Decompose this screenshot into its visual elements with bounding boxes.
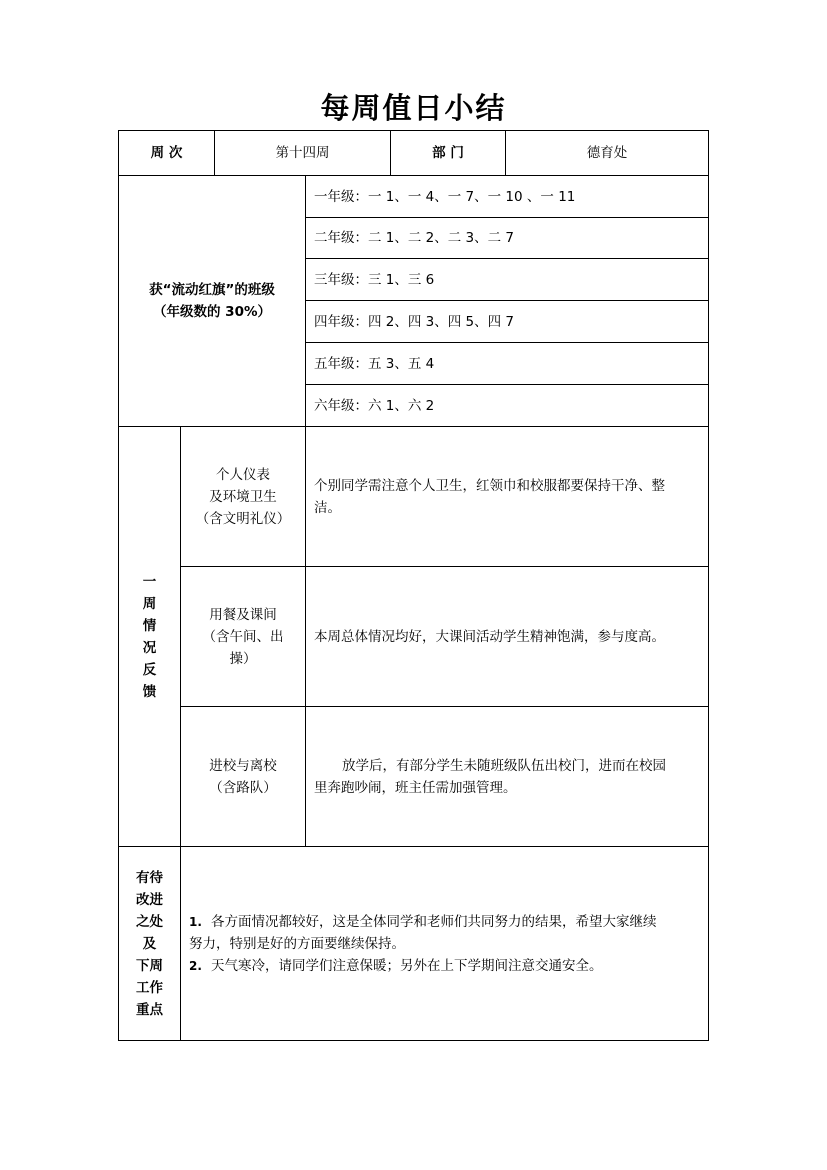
content-line: 洁。 bbox=[314, 499, 341, 516]
content-line: 里奔跑吵闹，班主任需加强管理。 bbox=[314, 779, 517, 796]
feedback-content bbox=[306, 427, 708, 566]
category-line: 及环境卫生 bbox=[209, 488, 277, 505]
red-flag-label-line: 获“流动红旗”的班级 bbox=[149, 282, 275, 298]
grade-row: 一年级：一 1、一 4、一 7、一 10 、一 11 bbox=[314, 188, 576, 205]
category-line: （含午间、出 bbox=[202, 628, 284, 645]
feedback-label bbox=[119, 427, 180, 846]
category-line: （含路队） bbox=[209, 779, 277, 796]
summary-table bbox=[118, 130, 709, 1041]
plan-point-text: 天气寒冷，请同学们注意保暖；另外在上下学期间注意交通安全。 bbox=[211, 957, 603, 974]
page-title: 每周值日小结 bbox=[320, 91, 507, 125]
grade-row: 六年级：六 1、六 2 bbox=[314, 397, 435, 414]
improve-label-line: 重点 bbox=[136, 1001, 163, 1018]
grade-row: 二年级：二 1、二 2、二 3、二 7 bbox=[314, 230, 515, 246]
feedback-content bbox=[306, 567, 708, 706]
improve-label-line: 之处 bbox=[136, 913, 163, 930]
improve-label-line: 工作 bbox=[136, 979, 163, 996]
red-flag-label-line: （年级数的 30%） bbox=[152, 304, 271, 320]
content-line: 个别同学需注意个人卫生，红领巾和校服都要保持干净、整 bbox=[314, 477, 665, 494]
plan-point bbox=[189, 911, 657, 933]
grade-row: 四年级：四 2、四 3、四 5、四 7 bbox=[314, 313, 515, 330]
improve-label-line: 及 bbox=[142, 935, 157, 952]
feedback-label-char: 周 bbox=[142, 595, 157, 612]
dept-value: 德育处 bbox=[586, 145, 628, 161]
plan-point-number: 1. bbox=[189, 914, 202, 929]
category-line: 个人仪表 bbox=[216, 466, 270, 483]
category-line: 用餐及课间 bbox=[209, 606, 277, 623]
plan-point-number: 2. bbox=[189, 958, 202, 973]
grade-row: 三年级：三 1、三 6 bbox=[314, 271, 435, 288]
dept-label: 部 门 bbox=[432, 145, 464, 161]
plan-point bbox=[189, 955, 657, 977]
feedback-label-char: 情 bbox=[142, 617, 157, 634]
improve-label bbox=[119, 847, 180, 1040]
improve-content bbox=[181, 847, 708, 1040]
improve-label-line: 改进 bbox=[136, 891, 163, 908]
plan-point-text: 各方面情况都较好，这是全体同学和老师们共同努力的结果，希望大家继续 bbox=[211, 913, 657, 930]
feedback-label-char: 馈 bbox=[142, 683, 157, 700]
week-label: 周 次 bbox=[150, 145, 183, 161]
feedback-content bbox=[306, 707, 708, 846]
content-line: 放学后，有部分学生未随班级队伍出校门，进而在校园 bbox=[342, 757, 666, 774]
category-line: （含文明礼仪） bbox=[195, 510, 291, 527]
feedback-label-char: 一 bbox=[142, 573, 157, 590]
category-line: 操） bbox=[229, 650, 257, 667]
feedback-category bbox=[181, 567, 305, 706]
improve-label-line: 有待 bbox=[136, 869, 163, 886]
grade-row: 五年级：五 3、五 4 bbox=[314, 355, 435, 372]
red-flag-label bbox=[119, 176, 305, 426]
category-line: 进校与离校 bbox=[209, 757, 277, 774]
content-line: 本周总体情况均好，大课间活动学生精神饱满，参与度高。 bbox=[314, 628, 665, 645]
week-value: 第十四周 bbox=[275, 145, 330, 161]
plan-point-continuation: 努力，特别是好的方面要继续保持。 bbox=[189, 935, 405, 952]
feedback-category bbox=[181, 707, 305, 846]
feedback-category bbox=[181, 427, 305, 566]
improve-label-line: 下周 bbox=[136, 957, 163, 974]
feedback-label-char: 况 bbox=[142, 639, 157, 656]
feedback-label-char: 反 bbox=[142, 661, 157, 678]
